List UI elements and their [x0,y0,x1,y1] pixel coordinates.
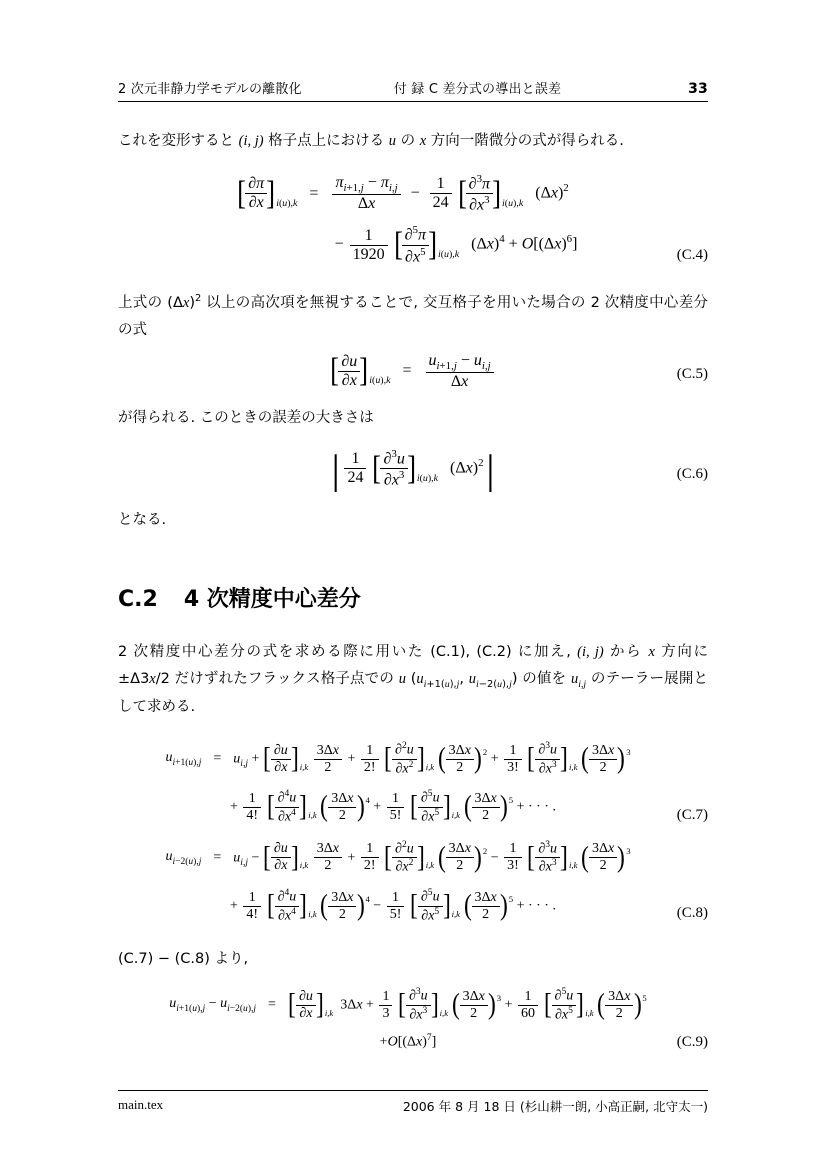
equation-tag-c5: (C.5) [676,365,708,382]
footer-filename: main.tex [118,1097,164,1112]
equation-c8: $u_{i-2(u),j}$ = $u_{i,j}$ − [ $\frac{\partial u}{\partial x}$ ] i,k $\frac{3\Delta x}{2}$ + $\frac{1}{2!}$ [ $\frac{\partial^2u}{\partial x^2}$ ] i,k ( $\frac{3\Delta x}{2}$ ) 2 − $\frac{1}{3!}$ [ $\frac{\partial^3u}{\partial x^3}$ ] i,k ( $\frac{3\Delta x}{2}$ ) 3 + $\frac{1}{4!}$ [ $\frac{\partial^4u}{\partial x^4}$ ] i,k ( $\frac{3\Delta x}{2}$ ) 4 − $\frac{1}{5!}$ [ $\frac{\partial^5u}{\partial x^5}$ ] i,k ( $\frac{3\Delta x}{2}$ ) 5 + · · · . (C.8) [118,840,708,925]
section-number: C.2 [118,587,158,613]
paragraph-intro: これを変形すると (i, j) 格子点上における u の x 方向一階微分の式が得られる. [118,133,624,149]
header-rule [118,101,708,102]
equation-c7: $u_{i+1(u),j}$ = $u_{i,j}$ + [ $\frac{\partial u}{\partial x}$ ] i,k $\frac{3\Delta x}{2}$ + $\frac{1}{2!}$ [ $\frac{\partial^2u}{\partial x^2}$ ] i,k ( $\frac{3\Delta x}{2}$ ) 2 + $\frac{1}{3!}$ [ $\frac{\partial^3u}{\partial x^3}$ ] i,k ( $\frac{3\Delta x}{2}$ ) 3 + $\frac{1}{4!}$ [ $\frac{\partial^4u}{\partial x^4}$ ] i,k ( $\frac{3\Delta x}{2}$ ) 4 + $\frac{1}{5!}$ [ $\frac{\partial^5u}{\partial x^5}$ ] i,k ( $\frac{3\Delta x}{2}$ ) 5 + · · · . (C.7) [118,741,708,826]
equation-tag-c6: (C.6) [676,465,708,482]
equation-tag-c7: (C.7) [676,806,708,823]
equation-tag-c8: (C.8) [676,905,708,922]
page-number: 33 [688,81,708,97]
footer-date-authors: 2006 年 8 月 18 日 (杉山耕一朗, 小高正嗣, 北守太一) [402,1099,708,1114]
footer-rule [118,1090,708,1091]
paragraph-difference: (C.7) − (C.8) より, [118,951,249,968]
header-left-title: 2 次元非静力学モデルの離散化 [118,82,302,97]
page-footer [118,1090,708,1115]
paragraph-becomes: となる. [118,512,167,529]
header-appendix-title: 付 録 C 差分式の導出と誤差 [393,82,562,97]
paragraph-second-order: 上式の $(\Delta x)^2$ 以上の高次項を無視することで, 交互格子を用いた場合の 2 次精度中心差分の式 [118,293,708,338]
running-header [118,78,708,97]
equation-tag-c4: (C.4) [676,247,708,264]
equation-tag-c9: (C.9) [676,1034,708,1050]
equation-c9: $u_{i+1(u),j} - u_{i-2(u),j}$ = [ $\frac{\partial u}{\partial x}$ ] i,k 3Δx + $\frac{1}{3}$ [ $\frac{\partial^3u}{\partial x^3}$ ] i,k ( $\frac{3\Delta x}{2}$ ) 3 + $\frac{1}{60}$ [ $\frac{\partial^5u}{\partial x^5}$ ] i,k ( $\frac{3\Delta x}{2}$ ) 5 $+O[(\Delta x)^7]$ (C.9) [118,987,708,1051]
equation-c4: [ $\frac{\partial\pi}{\partial x}$ ] i(u),k = $\frac{\pi_{i+1,j} - \pi_{i,j}}{\Delta x}$ − $\frac{1}{24}$ [ $\frac{\partial^3\pi}{\partial x^3}$ ] i(u),k $(\Delta x)^2$ − $\frac{1}{1920}$ [ $\frac{\partial^5\pi}{\partial x^5}$ ] i(u),k $(\Delta x)^4 + O[(\Delta x)^6]$ (C.4) [118,173,708,266]
paragraph-error-size: が得られる. このときの誤差の大きさは [118,409,374,426]
equation-c6: | $\frac{1}{24}$ [ $\frac{\partial^3u}{\partial x^3}$ ] i(u),k $(\Delta x)^2$ | (C.6) [118,448,708,490]
section-title: 4 次精度中心差分 [183,587,361,613]
paragraph-fourth-order-intro: 2 次精度中心差分の式を求める際に用いた (C.1), (C.2) に加え, (i, j) から x 方向に ±Δ3x/2 だけずれたフラックス格子点での u ($u_{i+1(u),j}$, $u_{i-2(u),j}$) の値を $u_{i,j}$ のテーラー展開として求める. [118,644,709,716]
equation-c5: [ $\frac{\partial u}{\partial x}$ ] i(u),k = $\frac{u_{i+1,j} - u_{i,j}}{\Delta x}$ (C.5) [118,352,708,391]
page-content [118,78,708,1065]
section-heading [118,582,708,613]
